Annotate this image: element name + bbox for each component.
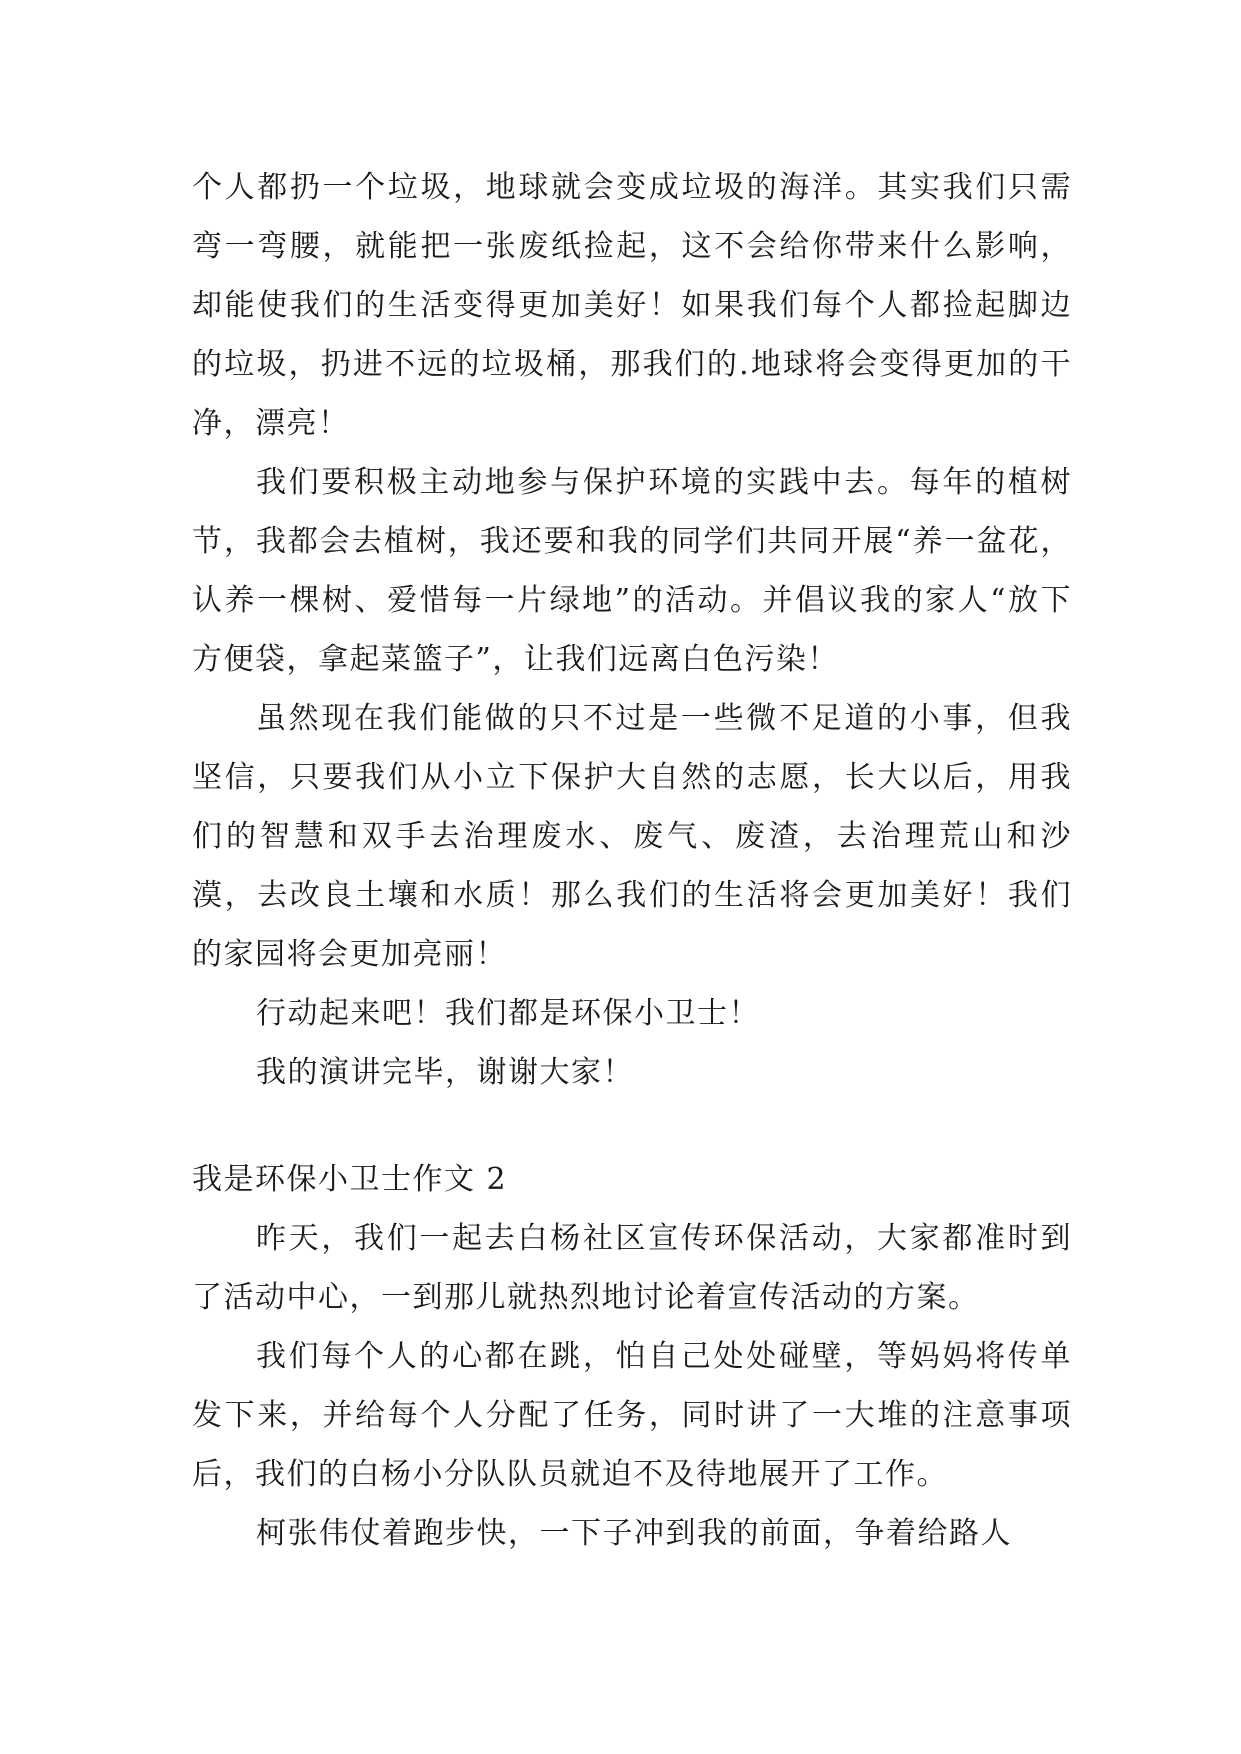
paragraph-2: 我们要积极主动地参与保护环境的实践中去。每年的植树节，我都会去植树，我还要和我的同学们共同开展“养一盆花，认养一棵树、爱惜每一片绿地”的活动。并倡议我的家人“放下方便袋，拿起菜篮子”，让我们远离白色污染！ xyxy=(192,465,1072,677)
document-content xyxy=(192,158,1072,1563)
paragraph-8: 柯张伟仗着跑步快，一下子冲到我的前面，争着给路人 xyxy=(256,1516,1012,1551)
paragraph-4: 行动起来吧！我们都是环保小卫士！ xyxy=(256,996,760,1031)
paragraph-7: 我们每个人的心都在跳，怕自己处处碰壁，等妈妈将传单发下来，并给每个人分配了任务，同时讲了一大堆的注意事项后，我们的白杨小分队队员就迫不及待地展开了工作。 xyxy=(192,1339,1072,1492)
paragraph-6: 昨天，我们一起去白杨社区宣传环保活动，大家都准时到了活动中心，一到那儿就热烈地讨论着宣传活动的方案。 xyxy=(192,1221,1072,1315)
paragraph-3: 虽然现在我们能做的只不过是一些微不足道的小事，但我坚信，只要我们从小立下保护大自然的志愿，长大以后，用我们的智慧和双手去治理废水、废气、废渣，去治理荒山和沙漠，去改良土壤和水质！那么我们的生活将会更加美好！我们的家园将会更加亮丽！ xyxy=(192,701,1072,972)
section-title: 我是环保小卫士作文 2 xyxy=(192,1162,508,1197)
paragraph-1: 个人都扔一个垃圾，地球就会变成垃圾的海洋。其实我们只需弯一弯腰，就能把一张废纸捡起，这不会给你带来什么影响，却能使我们的生活变得更加美好！如果我们每个人都捡起脚边的垃圾，扔进不远的垃圾桶，那我们的.地球将会变得更加的干净，漂亮！ xyxy=(192,170,1072,441)
paragraph-5: 我的演讲完毕，谢谢大家！ xyxy=(256,1055,634,1090)
